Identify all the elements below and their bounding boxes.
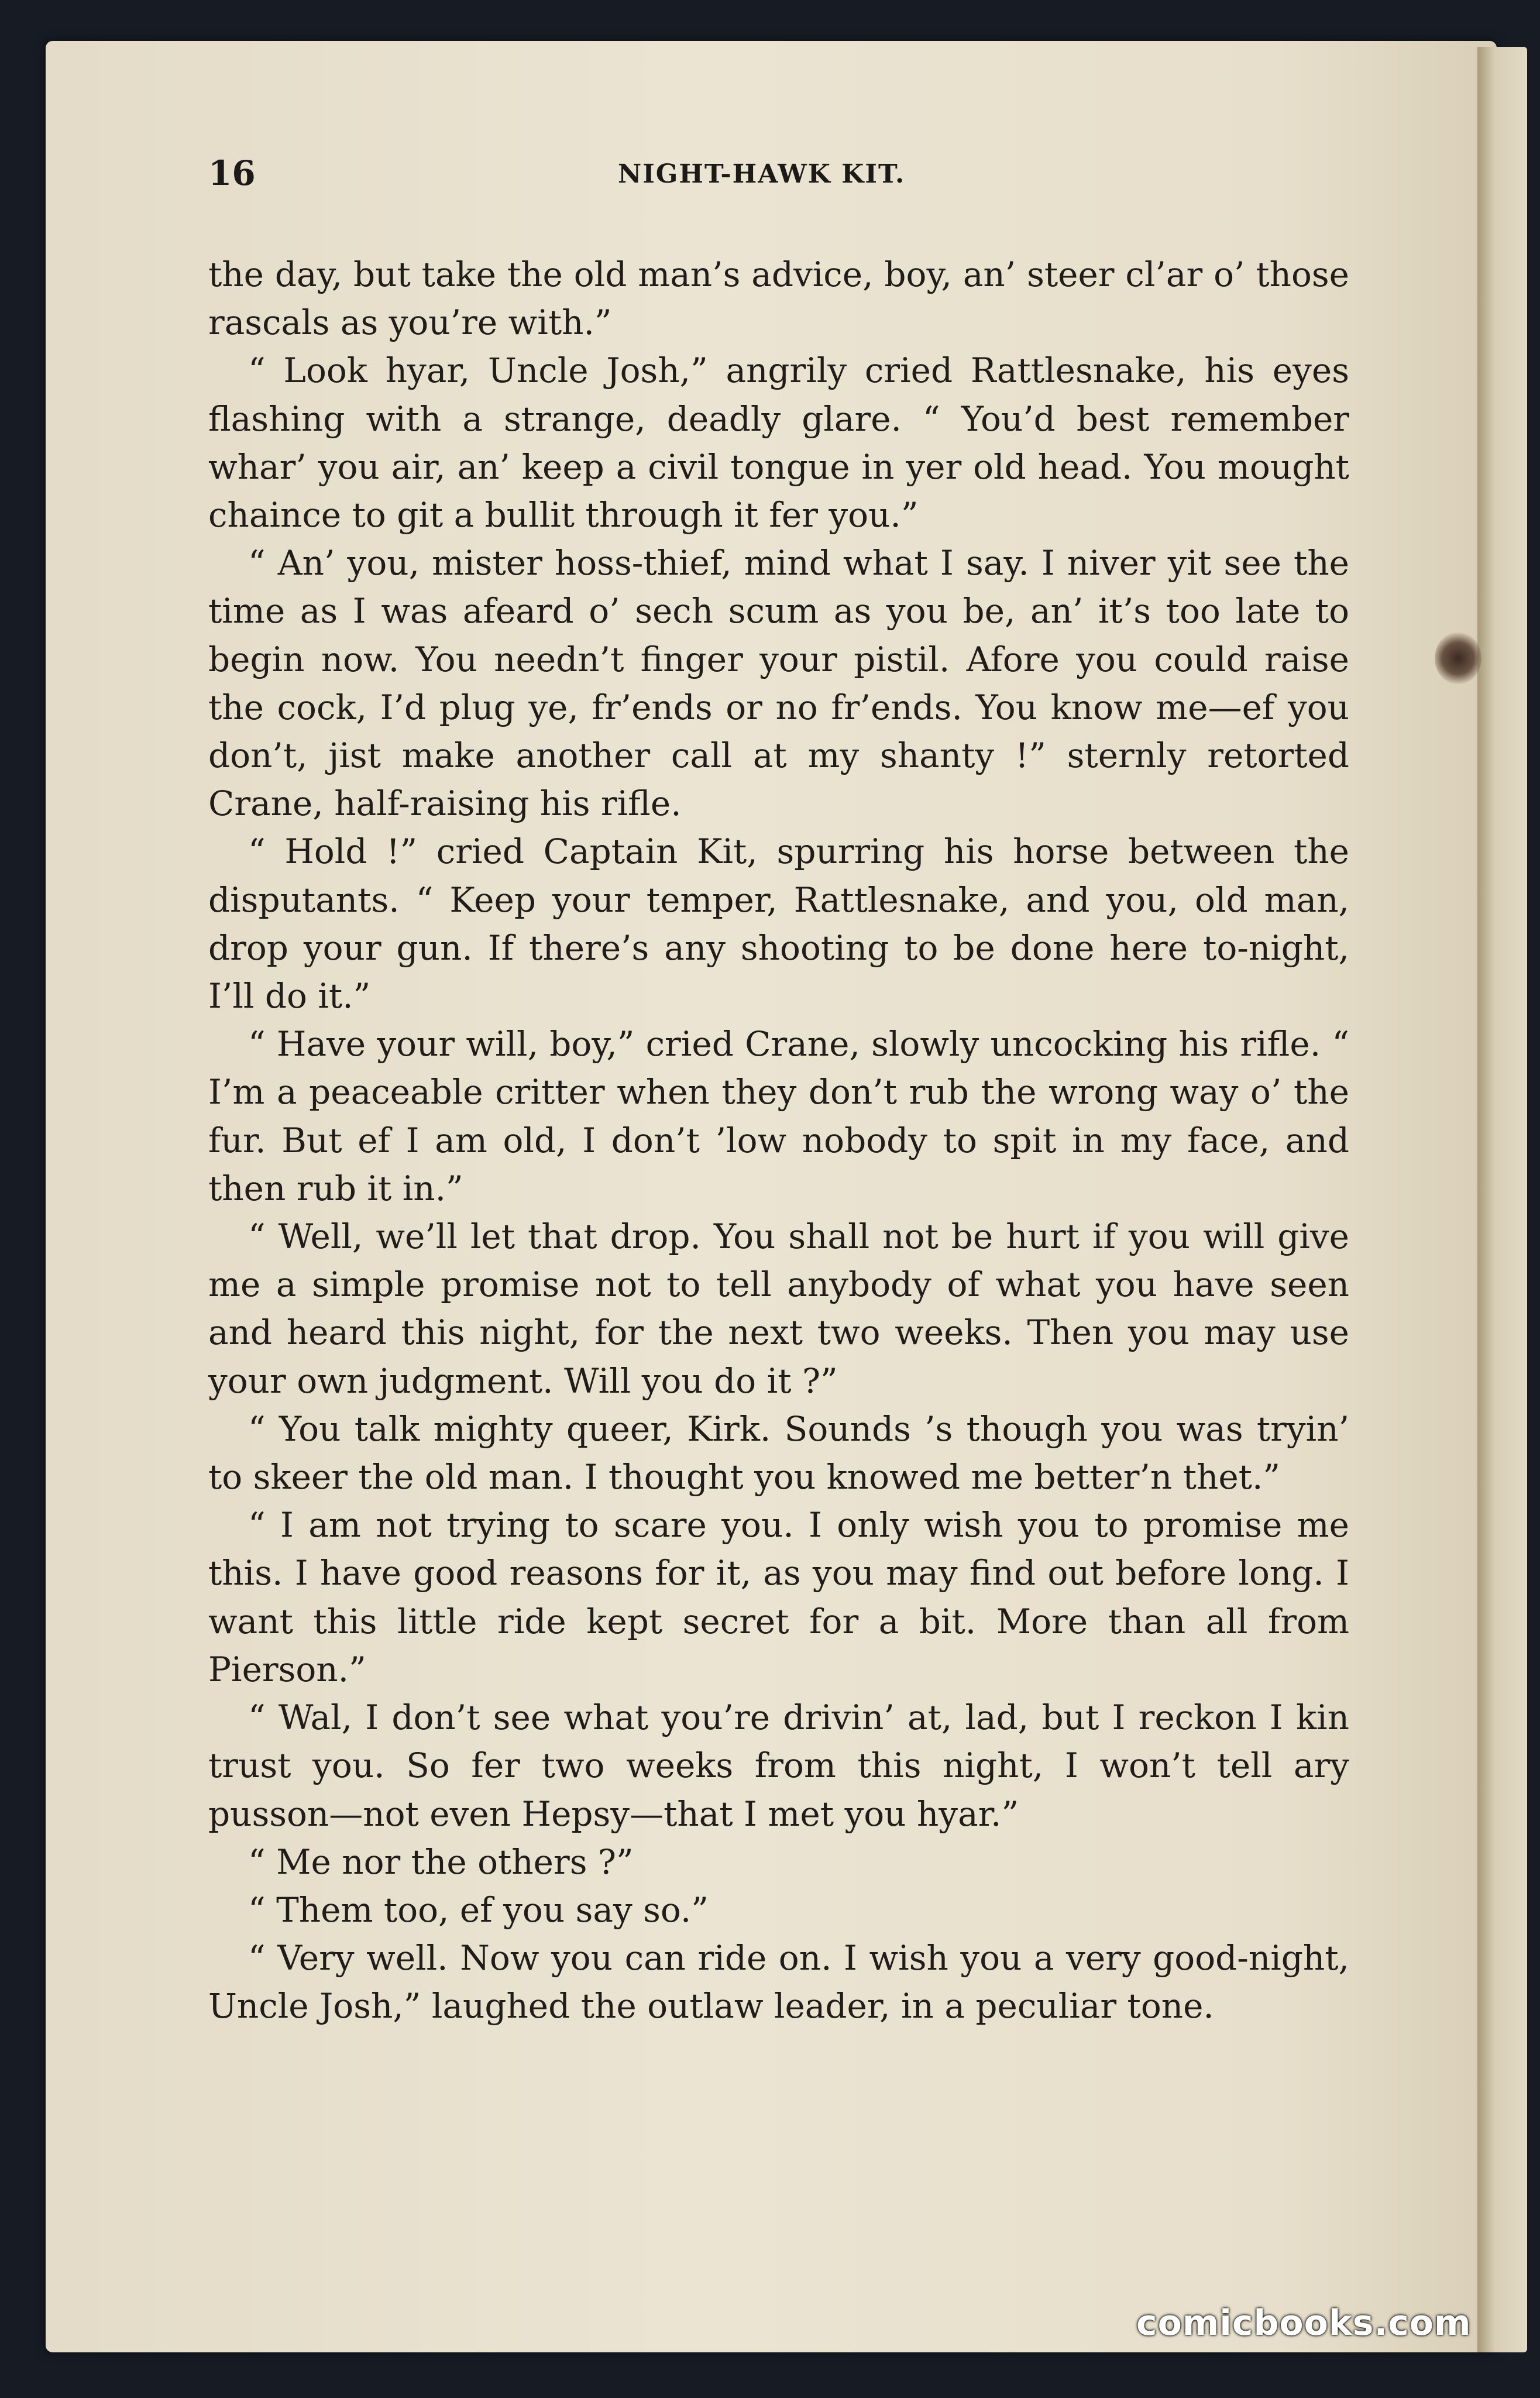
page-header	[208, 153, 1349, 206]
page-number: 16	[208, 153, 256, 193]
paragraph: “ You talk mighty queer, Kirk. Sounds ’s though you was tryin’ to skeer the old man. I thought you knowed me better’n thet.”	[208, 1408, 1349, 1497]
paragraph: “ Me nor the others ?”	[248, 1842, 634, 1882]
paragraph: “ Very well. Now you can ride on. I wish you a very good-night, Uncle Josh,” laughed the outlaw leader, in a peculiar tone.	[208, 1938, 1349, 2026]
watermark: comicbooks.com	[1136, 2303, 1472, 2344]
body-text	[208, 250, 1349, 2031]
paragraph: “ Have your will, boy,” cried Crane, slowly uncocking his rifle. “ I’m a peaceable critter when they don’t rub the wrong way o’ the fur. But ef I am old, I don’t ’low nobody to spit in my face, and then rub it in.”	[208, 1024, 1349, 1208]
ink-stain	[1435, 632, 1481, 685]
running-head: NIGHT-HAWK KIT.	[618, 159, 906, 189]
paragraph: “ An’ you, mister hoss-thief, mind what I say. I niver yit see the time as I was afeard o’ sech scum as you be, an’ it’s too late to begin now. You needn’t finger your pistil. Afore you could raise the cock, I’d plug ye, fr’ends or no fr’ends. You know me—ef you don’t, jist make another call at my shanty !” sternly retorted Crane, half-raising his rifle.	[208, 543, 1349, 824]
page-edge	[1477, 47, 1527, 2352]
paragraph: the day, but take the old man’s advice, boy, an’ steer cl’ar o’ those rascals as you’re with.”	[208, 255, 1349, 343]
paragraph: “ I am not trying to scare you. I only wish you to promise me this. I have good reasons for it, as you may find out before long. I want this little ride kept secret for a bit. More than all from Pierson.”	[208, 1505, 1349, 1689]
paragraph: “ Wal, I don’t see what you’re drivin’ at, lad, but I reckon I kin trust you. So fer two weeks from this night, I won’t tell ary pusson—not even Hepsy—that I met you hyar.”	[208, 1698, 1349, 1834]
paragraph: “ Well, we’ll let that drop. You shall not be hurt if you will give me a simple promise not to tell anybody of what you have seen and heard this night, for the next two weeks. Then you may use your own judgment. Will you do it ?”	[208, 1217, 1349, 1401]
paragraph: “ Look hyar, Uncle Josh,” angrily cried Rattlesnake, his eyes flashing with a strange, deadly glare. “ You’d best remember whar’ you air, an’ keep a civil tongue in yer old head. You mought chaince to git a bullit through it fer you.”	[208, 351, 1349, 535]
paragraph: “ Them too, ef you say so.”	[248, 1889, 709, 1930]
paragraph: “ Hold !” cried Captain Kit, spurring his horse between the disputants. “ Keep your temper, Rattlesnake, and you, old man, drop your gun. If there’s any shooting to be done here to-night, I’ll do it.”	[208, 832, 1349, 1016]
